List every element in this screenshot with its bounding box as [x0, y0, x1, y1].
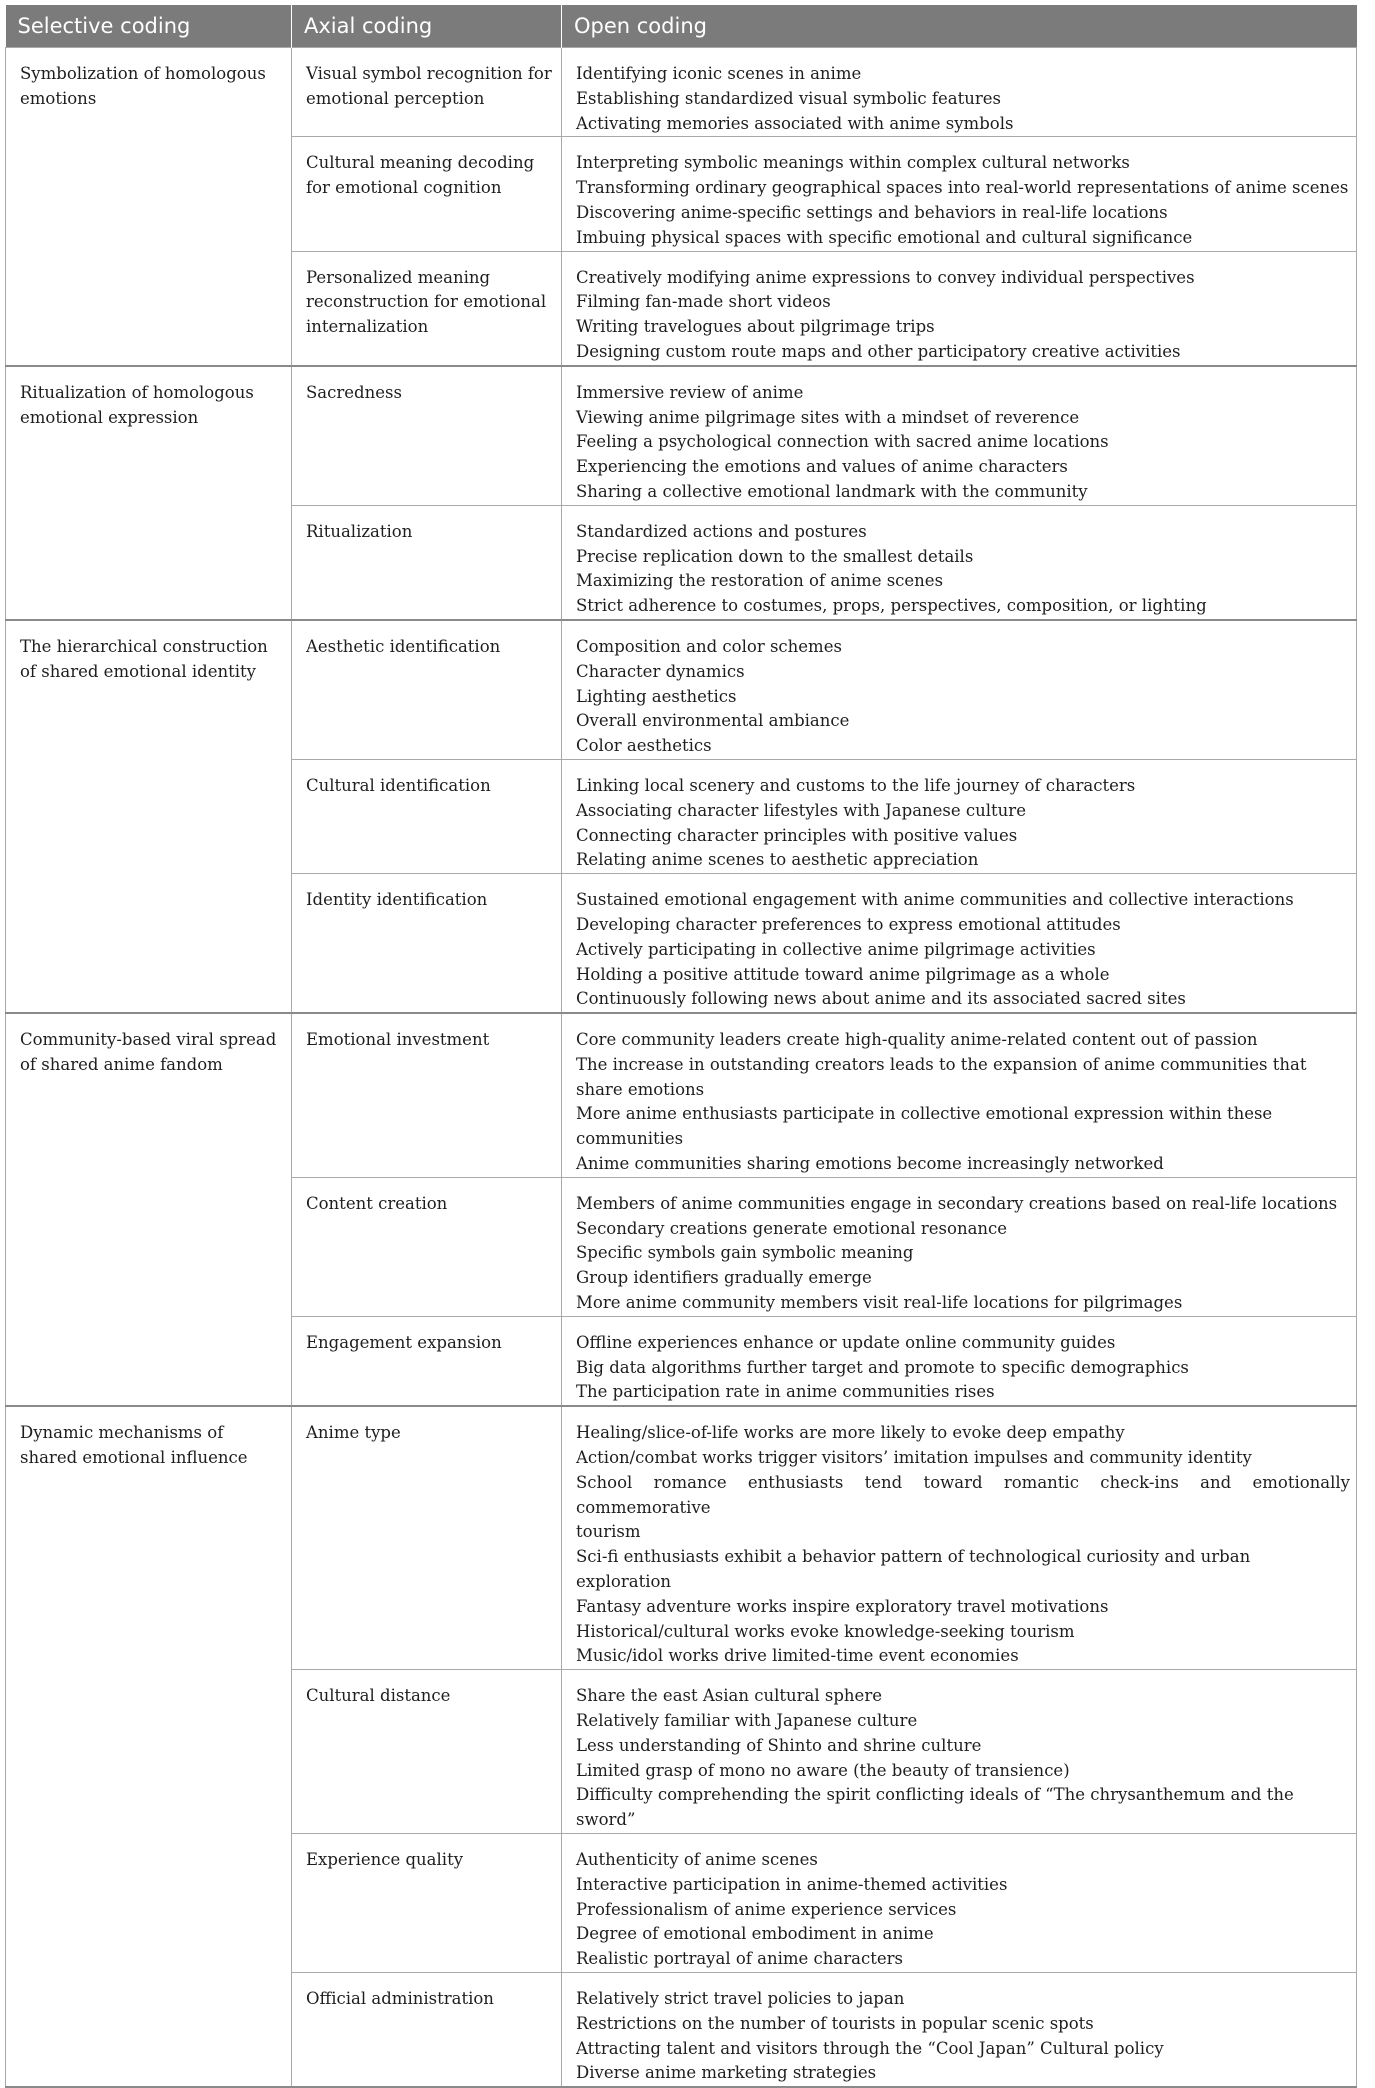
open-coding-item: Creatively modifying anime expressions to convey individual perspectives	[576, 267, 1195, 287]
open-coding-item: Linking local scenery and customs to the life journey of characters	[576, 775, 1136, 795]
open-coding-item: tourism	[576, 1522, 641, 1542]
open-coding-item: Big data algorithms further target and promote to specific demographics	[576, 1357, 1189, 1377]
open-coding-item: Activating memories associated with anime symbols	[576, 113, 1014, 133]
axial-coding-cell: Ritualization	[292, 505, 562, 620]
table-row	[6, 1013, 1357, 1177]
selective-coding-cell: Symbolization of homologous emotions	[6, 48, 292, 366]
open-coding-cell	[562, 620, 1357, 759]
axial-coding-cell: Aesthetic identification	[292, 620, 562, 759]
table-row	[6, 48, 1357, 137]
selective-coding-cell: Ritualization of homologous emotional expression	[6, 366, 292, 620]
open-coding-cell	[562, 874, 1357, 1013]
axial-coding-cell: Identity identification	[292, 874, 562, 1013]
open-coding-item: Standardized actions and postures	[576, 521, 867, 541]
table-row	[6, 620, 1357, 759]
open-coding-item: Diverse anime marketing strategies	[576, 2063, 877, 2083]
open-coding-item: Interpreting symbolic meanings within complex cultural networks	[576, 153, 1130, 173]
axial-coding-cell: Cultural meaning decoding for emotional cognition	[292, 137, 562, 251]
open-coding-item: The participation rate in anime communities rises	[576, 1382, 995, 1402]
open-coding-item: Sustained emotional engagement with anime communities and collective interactions	[576, 890, 1294, 910]
open-coding-item: Realistic portrayal of anime characters	[576, 1949, 903, 1969]
selective-coding-cell: Community-based viral spread of shared anime fandom	[6, 1013, 292, 1406]
axial-coding-cell: Emotional investment	[292, 1013, 562, 1177]
open-coding-item: Filming fan-made short videos	[576, 292, 831, 312]
open-coding-item: Viewing anime pilgrimage sites with a mindset of reverence	[576, 407, 1080, 427]
open-coding-item: Establishing standardized visual symbolic features	[576, 88, 1001, 108]
open-coding-item: Relatively strict travel policies to japan	[576, 1988, 905, 2008]
open-coding-item: Color aesthetics	[576, 736, 712, 756]
open-coding-item: Difficulty comprehending the spirit conflicting ideals of “The chrysanthemum and the sword”	[576, 1785, 1294, 1830]
open-coding-item: Offline experiences enhance or update online community guides	[576, 1332, 1116, 1352]
open-coding-cell	[562, 251, 1357, 366]
open-coding-item: Degree of emotional embodiment in anime	[576, 1924, 934, 1944]
open-coding-item: Specific symbols gain symbolic meaning	[576, 1243, 914, 1263]
open-coding-cell	[562, 1834, 1357, 1973]
open-coding-item: Character dynamics	[576, 661, 745, 681]
open-coding-cell	[562, 1177, 1357, 1316]
open-coding-item: Associating character lifestyles with Japanese culture	[576, 800, 1026, 820]
open-coding-item: Anime communities sharing emotions become increasingly networked	[576, 1154, 1164, 1174]
open-coding-item: Less understanding of Shinto and shrine culture	[576, 1735, 982, 1755]
open-coding-cell	[562, 1670, 1357, 1834]
open-coding-cell	[562, 759, 1357, 873]
table-row	[6, 366, 1357, 505]
open-coding-item: Limited grasp of mono no aware (the beauty of transience)	[576, 1760, 1070, 1780]
open-coding-item: Discovering anime-specific settings and behaviors in real-life locations	[576, 202, 1168, 222]
axial-coding-cell: Cultural identification	[292, 759, 562, 873]
open-coding-item: Historical/cultural works evoke knowledge-seeking tourism	[576, 1621, 1075, 1641]
open-coding-cell	[562, 366, 1357, 505]
open-coding-item: Members of anime communities engage in secondary creations based on real-life locations	[576, 1193, 1338, 1213]
open-coding-item: Restrictions on the number of tourists in popular scenic spots	[576, 2013, 1094, 2033]
open-coding-item: Transforming ordinary geographical spaces into real-world representations of anime scenes	[576, 178, 1349, 198]
open-coding-item: Relating anime scenes to aesthetic appreciation	[576, 850, 979, 870]
open-coding-item: The increase in outstanding creators leads to the expansion of anime communities that share emotions	[576, 1054, 1307, 1099]
axial-coding-cell: Personalized meaning reconstruction for emotional internalization	[292, 251, 562, 366]
open-coding-item: Sharing a collective emotional landmark with the community	[576, 481, 1088, 501]
table-header	[6, 5, 1357, 48]
open-coding-item: Imbuing physical spaces with specific emotional and cultural significance	[576, 227, 1193, 247]
axial-coding-cell: Experience quality	[292, 1834, 562, 1973]
open-coding-item: Lighting aesthetics	[576, 686, 737, 706]
header-selective-coding: Selective coding	[6, 5, 292, 48]
selective-coding-cell: The hierarchical construction of shared emotional identity	[6, 620, 292, 1013]
axial-coding-cell: Official administration	[292, 1972, 562, 2087]
open-coding-item: Writing travelogues about pilgrimage trips	[576, 317, 935, 337]
open-coding-item: Strict adherence to costumes, props, perspectives, composition, or lighting	[576, 596, 1207, 616]
open-coding-item: Authenticity of anime scenes	[576, 1850, 818, 1869]
axial-coding-cell: Sacredness	[292, 366, 562, 505]
open-coding-item: Secondary creations generate emotional resonance	[576, 1218, 1008, 1238]
open-coding-item: Experiencing the emotions and values of anime characters	[576, 457, 1068, 477]
open-coding-item: Precise replication down to the smallest details	[576, 546, 974, 566]
open-coding-item: Core community leaders create high-quality anime-related content out of passion	[576, 1030, 1258, 1050]
open-coding-item: Maximizing the restoration of anime scenes	[576, 571, 944, 591]
open-coding-cell	[562, 1972, 1357, 2087]
open-coding-item: Action/combat works trigger visitors’ imitation impulses and community identity	[576, 1448, 1252, 1468]
open-coding-cell	[562, 1406, 1357, 1669]
open-coding-item: Composition and color schemes	[576, 636, 842, 656]
open-coding-item: Interactive participation in anime-themed activities	[576, 1874, 1008, 1894]
open-coding-item: Sci-fi enthusiasts exhibit a behavior pattern of technological curiosity and urban exploration	[576, 1547, 1251, 1592]
open-coding-item: Continuously following news about anime and its associated sacred sites	[576, 989, 1186, 1009]
axial-coding-cell: Anime type	[292, 1406, 562, 1669]
header-axial-coding: Axial coding	[292, 5, 562, 48]
open-coding-item: Share the east Asian cultural sphere	[576, 1686, 882, 1706]
open-coding-item: Professionalism of anime experience services	[576, 1899, 957, 1919]
open-coding-item: Feeling a psychological connection with sacred anime locations	[576, 432, 1109, 452]
open-coding-item: Relatively familiar with Japanese culture	[576, 1711, 918, 1731]
open-coding-item: School romance enthusiasts tend toward romantic check-ins and emotionally commemorative	[576, 1472, 1350, 1517]
open-coding-item: More anime community members visit real-life locations for pilgrimages	[576, 1293, 1183, 1313]
selective-coding-cell: Dynamic mechanisms of shared emotional influence	[6, 1406, 292, 2087]
open-coding-cell	[562, 137, 1357, 251]
open-coding-item: More anime enthusiasts participate in collective emotional expression within these communities	[576, 1104, 1273, 1149]
header-open-coding: Open coding	[562, 5, 1357, 48]
open-coding-cell	[562, 1316, 1357, 1406]
open-coding-item: Immersive review of anime	[576, 382, 804, 402]
open-coding-cell	[562, 505, 1357, 620]
open-coding-item: Group identifiers gradually emerge	[576, 1268, 872, 1288]
open-coding-item: Music/idol works drive limited-time event economies	[576, 1646, 1019, 1666]
axial-coding-cell: Content creation	[292, 1177, 562, 1316]
header-row	[6, 5, 1357, 48]
table-body	[6, 48, 1357, 2088]
open-coding-item: Attracting talent and visitors through the “Cool Japan” Cultural policy	[576, 2038, 1164, 2058]
open-coding-item: Developing character preferences to express emotional attitudes	[576, 914, 1121, 934]
open-coding-item: Actively participating in collective anime pilgrimage activities	[576, 939, 1096, 959]
open-coding-item: Fantasy adventure works inspire exploratory travel motivations	[576, 1596, 1109, 1616]
coding-table	[5, 5, 1357, 2088]
axial-coding-cell: Engagement expansion	[292, 1316, 562, 1406]
open-coding-item: Overall environmental ambiance	[576, 711, 850, 731]
open-coding-item: Healing/slice-of-life works are more likely to evoke deep empathy	[576, 1423, 1125, 1443]
open-coding-item: Holding a positive attitude toward anime pilgrimage as a whole	[576, 964, 1110, 984]
axial-coding-cell: Cultural distance	[292, 1670, 562, 1834]
open-coding-cell	[562, 48, 1357, 137]
open-coding-cell	[562, 1013, 1357, 1177]
open-coding-item: Identifying iconic scenes in anime	[576, 64, 862, 83]
table-row	[6, 1406, 1357, 1669]
axial-coding-cell: Visual symbol recognition for emotional perception	[292, 48, 562, 137]
open-coding-item: Connecting character principles with positive values	[576, 825, 1018, 845]
open-coding-item: Designing custom route maps and other participatory creative activities	[576, 341, 1181, 361]
